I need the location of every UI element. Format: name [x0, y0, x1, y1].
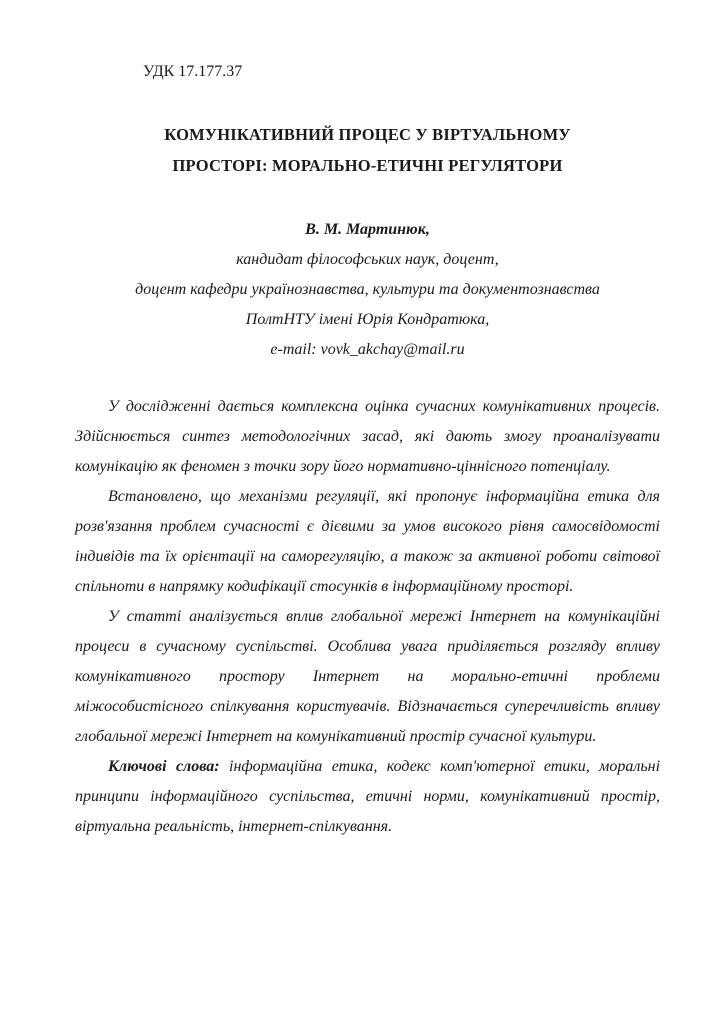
article-title: [75, 119, 660, 181]
article-title-line1: КОМУНІКАТИВНИЙ ПРОЦЕС У ВІРТУАЛЬНОМУ: [164, 125, 571, 144]
abstract-paragraph-3: У статті аналізується вплив глобальної мережі Інтернет на комунікаційні процеси в сучасному суспільстві. Особлива увага приділяється розгляду впливу комунікативного простору Інтернет на морально-етичні проблеми міжособистісного спілкування користувачів. Відзначається суперечливість впливу глобальної мережі Інтернет на комунікативний простір сучасної культури.: [75, 608, 660, 745]
keywords-paragraph: [75, 752, 660, 842]
author-email: e-mail: vovk_akchay@mail.ru: [270, 341, 465, 358]
abstract-paragraph-2: Встановлено, що механізми регуляції, які пропонує інформаційна етика для розв'язання проблем сучасності є дієвими за умов високого рівня самосвідомості індивідів та їх орієнтації на саморегуляцію, а також за активної роботи світової спільноти в напрямку кодифікації стосунків в інформаційному просторі.: [75, 488, 660, 595]
article-title-line2: ПРОСТОРІ: МОРАЛЬНО-ЕТИЧНІ РЕГУЛЯТОРИ: [172, 156, 563, 175]
author-name: В. М. Мартинюк,: [305, 221, 430, 238]
author-degree: кандидат філософських наук, доцент,: [236, 251, 499, 268]
author-position: доцент кафедри українознавства, культури та документознавства: [135, 281, 600, 298]
keywords-label: Ключові слова:: [108, 758, 220, 775]
keywords-text: інформаційна етика, кодекс комп'ютерної етики, моральні принципи інформаційного суспільства, етичні норми, комунікативний простір, віртуальна реальність, інтернет-спілкування.: [75, 758, 661, 835]
abstract-paragraph-1: У дослідженні дається комплексна оцінка сучасних комунікативних процесів. Здійснюється синтез методологічних засад, які дають змогу проаналізувати комунікацію як феномен з точки зору його нормативно-ціннісного потенціалу.: [75, 398, 660, 475]
author-block: [75, 215, 660, 365]
abstract: [75, 392, 660, 842]
udc-code: УДК 17.177.37: [143, 63, 243, 80]
author-affiliation: ПолтНТУ імені Юрія Кондратюка,: [245, 311, 490, 328]
